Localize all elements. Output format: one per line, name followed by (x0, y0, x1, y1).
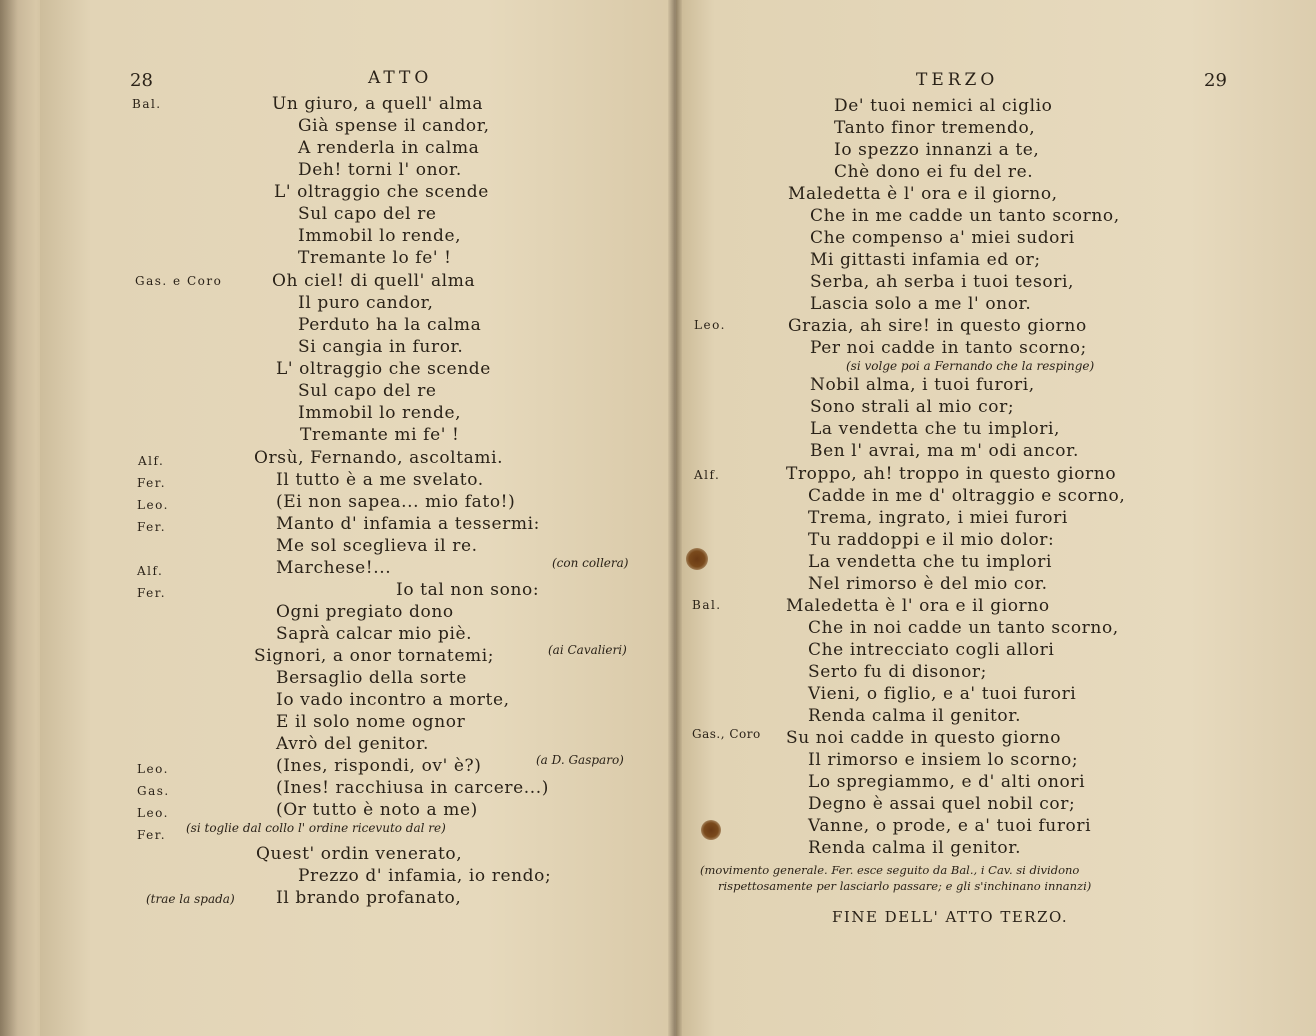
verse-line: Oh ciel! di quell' alma (272, 271, 476, 291)
verse-line: Il brando profanato, (276, 888, 462, 908)
verse-line: (Ei non sapea... mio fato!) (276, 492, 516, 512)
verse-line: Tu raddoppi e il mio dolor: (808, 530, 1055, 550)
verse-line: Immobil lo rende, (298, 403, 462, 423)
ink-stain (686, 548, 708, 570)
verse-line: Marchese!... (276, 558, 392, 578)
verse-line: Si cangia in furor. (298, 337, 464, 357)
verse-line: Perduto ha la calma (298, 315, 482, 335)
verse-line: (Or tutto è noto a me) (276, 800, 478, 820)
verse-line: Tremante lo fe' ! (298, 248, 452, 268)
verse-line: Lo spregiammo, e d' alti onori (808, 772, 1086, 792)
verse-line: Sul capo del re (298, 204, 437, 224)
stage-direction: (si volge poi a Fernando che la respinge) (846, 359, 1095, 373)
speaker-label: Bal. (692, 598, 722, 612)
book-gutter (668, 0, 682, 1036)
verse-line: Vieni, o figlio, e a' tuoi furori (808, 684, 1077, 704)
verse-line: Signori, a onor tornatemi; (254, 646, 495, 666)
speaker-label: Leo. (694, 318, 726, 332)
speaker-label: Alf. (138, 454, 165, 468)
verse-line: Deh! torni l' onor. (298, 160, 462, 180)
speaker-label: Fer. (137, 828, 167, 842)
verse-line: Ben l' avrai, ma m' odi ancor. (810, 441, 1079, 461)
stage-direction: (movimento generale. Fer. esce seguito da Bal., i Cav. si dividono (700, 863, 1080, 877)
verse-line: Orsù, Fernando, ascoltami. (254, 448, 504, 468)
verse-line: Su noi cadde in questo giorno (786, 728, 1062, 748)
verse-line: La vendetta che tu implori (808, 552, 1052, 572)
verse-line: Cadde in me d' oltraggio e scorno, (808, 486, 1126, 506)
verse-line: Maledetta è l' ora e il giorno (786, 596, 1050, 616)
verse-line: Renda calma il genitor. (808, 706, 1022, 726)
verse-line: Io vado incontro a morte, (276, 690, 510, 710)
verse-line: Che compenso a' miei sudori (810, 228, 1075, 248)
verse-line: Lascia solo a me l' onor. (810, 294, 1032, 314)
verse-line: Che in noi cadde un tanto scorno, (808, 618, 1119, 638)
speaker-label: Gas. e Coro (135, 274, 223, 288)
left-page-header: ATTO (368, 68, 433, 88)
stage-direction: rispettosamente per lasciarlo passare; e gli s'inchinano innanzi) (718, 879, 1092, 893)
verse-line: Chè dono ei fu del re. (834, 162, 1034, 182)
speaker-label: Bal. (132, 97, 162, 111)
speaker-label: Leo. (137, 806, 169, 820)
verse-line: Bersaglio della sorte (276, 668, 467, 688)
right-page-number: 29 (1204, 70, 1227, 91)
stage-direction: (trae la spada) (146, 892, 235, 906)
verse-line: (Ines, rispondi, ov' è?) (276, 756, 482, 776)
ink-stain (701, 820, 721, 840)
verse-line: Per noi cadde in tanto scorno; (810, 338, 1087, 358)
speaker-label: Fer. (137, 520, 167, 534)
act-end-text: FINE DELL' ATTO TERZO. (832, 908, 1069, 926)
verse-line: A renderla in calma (298, 138, 480, 158)
verse-line: Trema, ingrato, i miei furori (808, 508, 1068, 528)
speaker-label: Gas. (137, 784, 170, 798)
speaker-label: Alf. (694, 468, 721, 482)
verse-line: Quest' ordin venerato, (256, 844, 463, 864)
verse-line: De' tuoi nemici al ciglio (834, 96, 1053, 116)
verse-line: Io spezzo innanzi a te, (834, 140, 1040, 160)
verse-line: Sono strali al mio cor; (810, 397, 1015, 417)
right-page-header: TERZO (916, 70, 999, 90)
verse-line: Che in me cadde un tanto scorno, (810, 206, 1120, 226)
verse-line: L' oltraggio che scende (274, 182, 489, 202)
stage-direction: (ai Cavalieri) (548, 643, 627, 657)
verse-line: Un giuro, a quell' alma (272, 94, 484, 114)
verse-line: Degno è assai quel nobil cor; (808, 794, 1076, 814)
verse-line: Sul capo del re (298, 381, 437, 401)
verse-line: Tanto finor tremendo, (834, 118, 1036, 138)
verse-line: Mi gittasti infamia ed or; (810, 250, 1041, 270)
verse-line: Immobil lo rende, (298, 226, 462, 246)
verse-line: E il solo nome ognor (276, 712, 466, 732)
verse-line: L' oltraggio che scende (276, 359, 491, 379)
speaker-label: Alf. (137, 564, 164, 578)
speaker-label: Leo. (137, 762, 169, 776)
verse-line: Vanne, o prode, e a' tuoi furori (808, 816, 1092, 836)
verse-line: Troppo, ah! troppo in questo giorno (786, 464, 1117, 484)
verse-line: La vendetta che tu implori, (810, 419, 1060, 439)
verse-line: Il tutto è a me svelato. (276, 470, 484, 490)
verse-line: Serba, ah serba i tuoi tesori, (810, 272, 1074, 292)
verse-line: Il rimorso e insiem lo scorno; (808, 750, 1079, 770)
verse-line: Che intrecciato cogli allori (808, 640, 1055, 660)
verse-line: Il puro candor, (298, 293, 434, 313)
verse-line: Nobil alma, i tuoi furori, (810, 375, 1035, 395)
verse-line: Serto fu di disonor; (808, 662, 987, 682)
verse-line: Prezzo d' infamia, io rendo; (298, 866, 552, 886)
speaker-label: Leo. (137, 498, 169, 512)
verse-line: Avrò del genitor. (276, 734, 429, 754)
verse-line: Manto d' infamia a tessermi: (276, 514, 540, 534)
speaker-label: Gas., Coro (692, 727, 761, 741)
verse-line: Me sol sceglieva il re. (276, 536, 478, 556)
verse-line: Tremante mi fe' ! (300, 425, 460, 445)
verse-line: Grazia, ah sire! in questo giorno (788, 316, 1087, 336)
left-page-number: 28 (130, 70, 153, 91)
verse-line: Renda calma il genitor. (808, 838, 1022, 858)
verse-line: Già spense il candor, (298, 116, 490, 136)
verse-line: Ogni pregiato dono (276, 602, 454, 622)
stage-direction: (si toglie dal collo l' ordine ricevuto dal re) (186, 821, 446, 835)
stage-direction: (a D. Gasparo) (536, 753, 624, 767)
speaker-label: Fer. (137, 476, 167, 490)
stage-direction: (con collera) (552, 556, 629, 570)
verse-line: Nel rimorso è del mio cor. (808, 574, 1048, 594)
verse-line: Saprà calcar mio piè. (276, 624, 473, 644)
speaker-label: Fer. (137, 586, 167, 600)
verse-line: (Ines! racchiusa in carcere...) (276, 778, 550, 798)
verse-line: Io tal non sono: (396, 580, 540, 600)
verse-line: Maledetta è l' ora e il giorno, (788, 184, 1058, 204)
